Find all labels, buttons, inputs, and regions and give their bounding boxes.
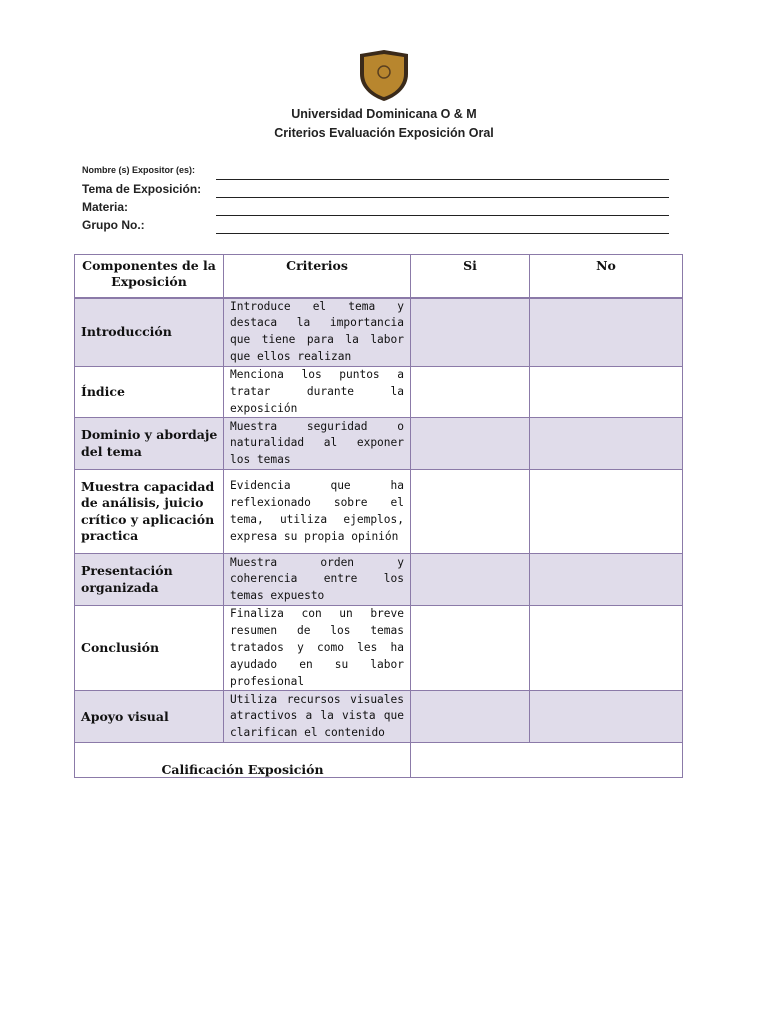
component-cell: Índice <box>75 367 224 418</box>
no-cell[interactable] <box>530 470 683 554</box>
no-cell[interactable] <box>530 418 683 470</box>
table-row <box>75 691 683 743</box>
component-cell: Apoyo visual <box>75 691 224 743</box>
total-score-cell[interactable] <box>411 743 683 778</box>
component-cell: Conclusión <box>75 606 224 691</box>
group-label: Grupo No.: <box>82 218 145 232</box>
group-input-line[interactable] <box>216 233 669 234</box>
criteria-cell: Menciona los puntos a tratar durante la exposición <box>224 367 411 418</box>
university-name: Universidad Dominicana O & M <box>291 107 477 121</box>
criteria-cell: Evidencia que ha reflexionado sobre el tema, utiliza ejemplos, expresa su propia opinión <box>224 470 411 554</box>
table-row <box>75 298 683 367</box>
yes-cell[interactable] <box>411 691 530 743</box>
component-cell: Introducción <box>75 298 224 367</box>
criteria-cell: Utiliza recursos visuales atractivos a la vista que clarifican el contenido <box>224 691 411 743</box>
header-yes: Si <box>411 255 530 298</box>
no-cell[interactable] <box>530 606 683 691</box>
component-cell: Presentación organizada <box>75 554 224 606</box>
table-row <box>75 418 683 470</box>
topic-label: Tema de Exposición: <box>82 182 202 196</box>
no-cell[interactable] <box>530 554 683 606</box>
name-input-line[interactable] <box>216 179 669 180</box>
yes-cell[interactable] <box>411 367 530 418</box>
university-crest-icon <box>356 48 412 102</box>
table-row <box>75 606 683 691</box>
form-title: Criterios Evaluación Exposición Oral <box>274 126 494 140</box>
yes-cell[interactable] <box>411 298 530 367</box>
component-cell: Muestra capacidad de análisis, juicio crítico y aplicación practica <box>75 470 224 554</box>
yes-cell[interactable] <box>411 606 530 691</box>
name-label: Nombre (s) Expositor (es): <box>82 165 196 175</box>
yes-cell[interactable] <box>411 554 530 606</box>
total-label: Calificación Exposición <box>75 743 411 778</box>
no-cell[interactable] <box>530 298 683 367</box>
table-row <box>75 367 683 418</box>
component-cell: Dominio y abordaje del tema <box>75 418 224 470</box>
topic-input-line[interactable] <box>216 197 669 198</box>
no-cell[interactable] <box>530 691 683 743</box>
no-cell[interactable] <box>530 367 683 418</box>
total-row <box>75 743 683 778</box>
table-header-row <box>75 255 683 298</box>
criteria-cell: Finaliza con un breve resumen de los temas tratados y como les ha ayudado en su labor profesional <box>224 606 411 691</box>
criteria-cell: Introduce el tema y destaca la importancia que tiene para la labor que ellos realizan <box>224 298 411 367</box>
criteria-cell: Muestra seguridad o naturalidad al exponer los temas <box>224 418 411 470</box>
header-criteria: Criterios <box>224 255 411 298</box>
subject-label: Materia: <box>82 200 129 214</box>
header-components: Componentes de la Exposición <box>75 255 224 298</box>
subject-input-line[interactable] <box>216 215 669 216</box>
header-no: No <box>530 255 683 298</box>
evaluation-table <box>74 254 683 778</box>
yes-cell[interactable] <box>411 418 530 470</box>
yes-cell[interactable] <box>411 470 530 554</box>
table-row <box>75 554 683 606</box>
table-row <box>75 470 683 554</box>
criteria-cell: Muestra orden y coherencia entre los temas expuesto <box>224 554 411 606</box>
